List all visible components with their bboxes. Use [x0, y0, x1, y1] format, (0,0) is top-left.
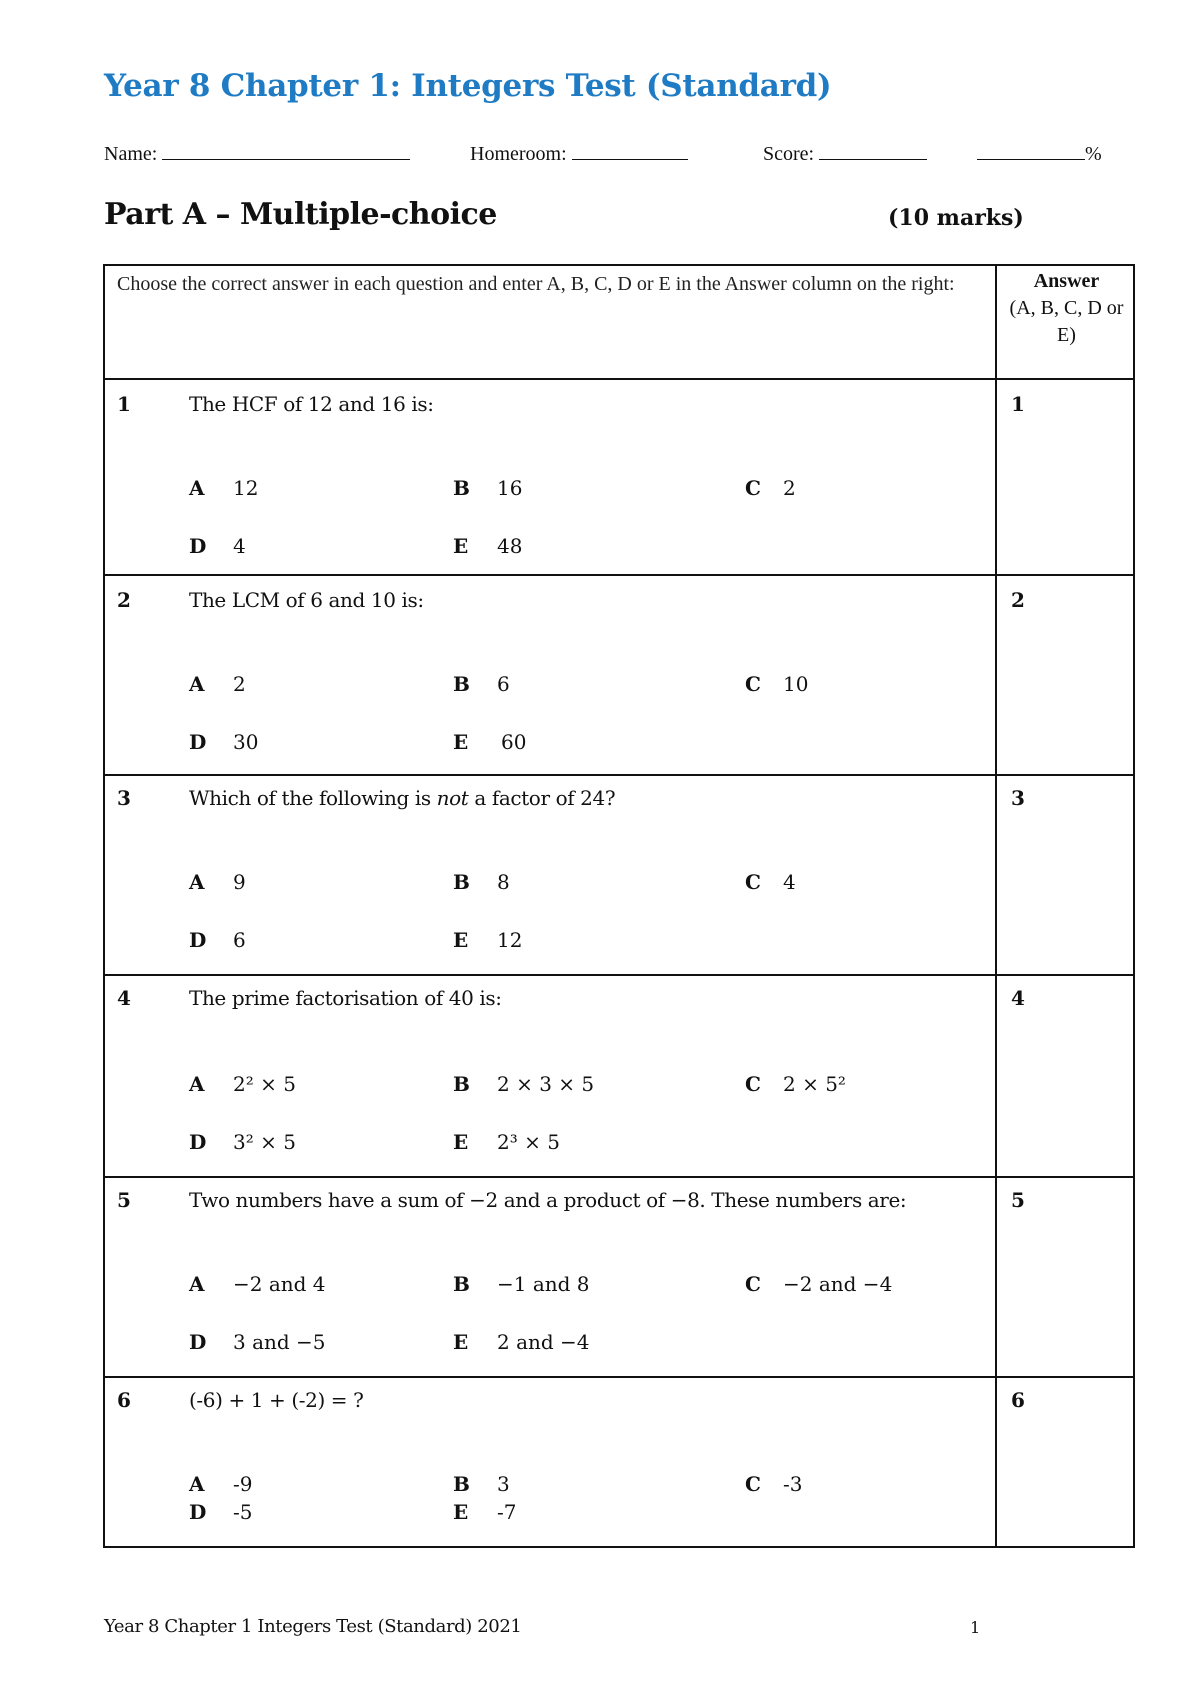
name-blank[interactable]	[162, 143, 410, 160]
option-a: A 12	[189, 476, 259, 500]
option-c: C 2	[745, 476, 796, 500]
option-b: B 3	[453, 1472, 510, 1496]
answer-header-title: Answer	[1033, 270, 1100, 292]
question-text: (-6) + 1 + (-2) = ?	[189, 1388, 364, 1412]
answer-cell-5[interactable]: 5	[1011, 1188, 1025, 1212]
option-d: D 4	[189, 534, 246, 558]
option-b: B 6	[453, 672, 510, 696]
option-b: B 8	[453, 870, 510, 894]
option-c: C −2 and −4	[745, 1272, 893, 1296]
question-number: 5	[117, 1188, 131, 1212]
option-b: B 2 × 3 × 5	[453, 1072, 595, 1096]
option-a: A −2 and 4	[189, 1272, 326, 1296]
option-d: D -5	[189, 1500, 253, 1524]
question-number: 6	[117, 1388, 131, 1412]
answer-cell-1[interactable]: 1	[1011, 392, 1025, 416]
option-a: A -9	[189, 1472, 253, 1496]
option-d: D 6	[189, 928, 246, 952]
option-d: D 3² × 5	[189, 1130, 296, 1154]
option-b: B −1 and 8	[453, 1272, 590, 1296]
option-c: C 10	[745, 672, 809, 696]
answer-column-header	[998, 268, 1135, 349]
option-b: B 16	[453, 476, 523, 500]
option-d: D 3 and −5	[189, 1330, 326, 1354]
answer-cell-3[interactable]: 3	[1011, 786, 1025, 810]
option-a: A 9	[189, 870, 246, 894]
percent-symbol: %	[1085, 143, 1102, 165]
option-c: C -3	[745, 1472, 803, 1496]
answer-cell-4[interactable]: 4	[1011, 986, 1025, 1010]
instructions: Choose the correct answer in each question and enter A, B, C, D or E in the Answer column on the right:	[117, 273, 955, 295]
row-divider	[105, 378, 1133, 380]
page-title: Year 8 Chapter 1: Integers Test (Standard)	[104, 68, 832, 104]
percent-blank[interactable]	[977, 143, 1085, 160]
homeroom-label: Homeroom:	[470, 143, 567, 165]
part-a-heading: Part A – Multiple-choice	[104, 197, 497, 232]
question-text: Two numbers have a sum of −2 and a product of −8. These numbers are:	[189, 1188, 907, 1212]
row-divider	[105, 1376, 1133, 1378]
score-label: Score:	[763, 143, 815, 165]
row-divider	[105, 1176, 1133, 1178]
option-e: E 12	[453, 928, 523, 952]
option-a: A 2	[189, 672, 246, 696]
option-e: E 48	[453, 534, 523, 558]
option-a: A 2² × 5	[189, 1072, 296, 1096]
row-divider	[105, 774, 1133, 776]
name-label: Name:	[104, 143, 158, 165]
question-text: The LCM of 6 and 10 is:	[189, 588, 424, 612]
question-text: Which of the following is not a factor of 24?	[189, 786, 616, 810]
homeroom-blank[interactable]	[572, 143, 688, 160]
option-e: E 60	[453, 730, 527, 754]
question-number: 2	[117, 588, 131, 612]
answer-cell-2[interactable]: 2	[1011, 588, 1025, 612]
question-number: 3	[117, 786, 131, 810]
option-e: E 2³ × 5	[453, 1130, 560, 1154]
page-number: 1	[970, 1618, 981, 1637]
part-a-marks: (10 marks)	[888, 205, 1024, 231]
score-field[interactable]	[763, 143, 927, 166]
row-divider	[105, 574, 1133, 576]
questions-table	[103, 264, 1135, 1548]
option-e: E -7	[453, 1500, 517, 1524]
footer-text: Year 8 Chapter 1 Integers Test (Standard) 2021	[104, 1616, 522, 1637]
question-number: 1	[117, 392, 131, 416]
homeroom-field[interactable]	[470, 143, 688, 166]
question-text: The HCF of 12 and 16 is:	[189, 392, 434, 416]
percent-field[interactable]	[977, 143, 1102, 166]
option-c: C 2 × 5²	[745, 1072, 846, 1096]
answer-column-divider	[995, 266, 997, 1546]
option-c: C 4	[745, 870, 796, 894]
score-blank[interactable]	[819, 143, 927, 160]
answer-cell-6[interactable]: 6	[1011, 1388, 1025, 1412]
option-e: E 2 and −4	[453, 1330, 590, 1354]
answer-header-sub: (A, B, C, D or E)	[1009, 297, 1124, 346]
name-field[interactable]	[104, 143, 410, 166]
question-text: The prime factorisation of 40 is:	[189, 986, 502, 1010]
row-divider	[105, 974, 1133, 976]
question-number: 4	[117, 986, 131, 1010]
option-d: D 30	[189, 730, 259, 754]
